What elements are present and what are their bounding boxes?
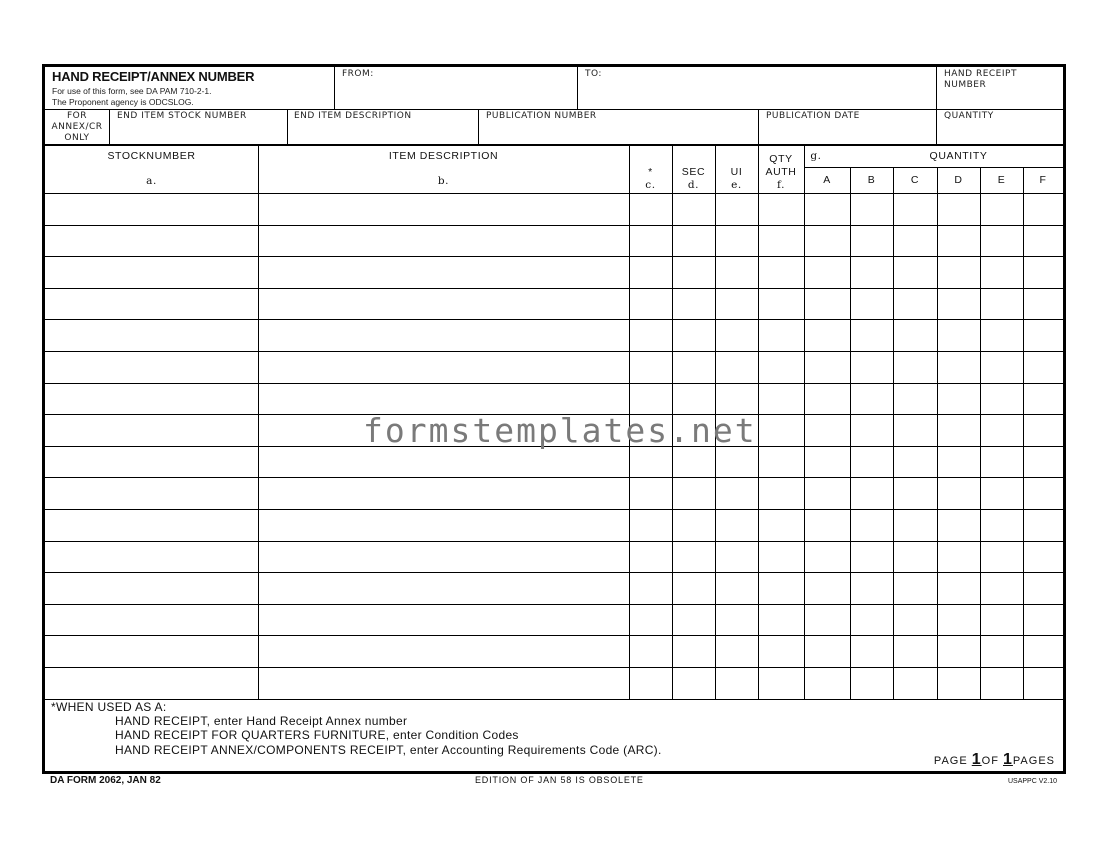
qty-b-cell[interactable] — [851, 447, 893, 478]
ui-cell[interactable] — [716, 352, 758, 383]
star-cell[interactable] — [630, 573, 672, 604]
stock-number-cell[interactable] — [46, 289, 258, 320]
star-cell[interactable] — [630, 605, 672, 636]
sec-cell[interactable] — [673, 668, 715, 699]
qty-b-cell[interactable] — [851, 636, 893, 667]
use-note: For use of this form, see DA PAM 710-2-1. — [52, 86, 212, 96]
qty-b-cell[interactable] — [851, 257, 893, 288]
stock-number-cell[interactable] — [46, 257, 258, 288]
qty-b-cell[interactable] — [851, 668, 893, 699]
item-description-cell[interactable] — [259, 320, 629, 351]
qty-f-cell[interactable] — [1024, 573, 1063, 604]
qty-f-cell[interactable] — [1024, 352, 1063, 383]
sec-cell[interactable] — [673, 257, 715, 288]
item-description-cell[interactable] — [259, 352, 629, 383]
qty-e-cell[interactable] — [981, 415, 1023, 446]
qty-c-cell[interactable] — [894, 320, 937, 351]
hand-receipt-number-label: HAND RECEIPT — [944, 69, 1017, 79]
star-cell[interactable] — [630, 668, 672, 699]
item-description-cell[interactable] — [259, 605, 629, 636]
qty-auth-cell[interactable] — [759, 542, 804, 573]
qty-a-cell[interactable] — [805, 636, 850, 667]
sec-cell[interactable] — [673, 478, 715, 509]
qty-d-cell[interactable] — [938, 194, 980, 225]
qty-d-cell[interactable] — [938, 257, 980, 288]
qty-b-cell[interactable] — [851, 573, 893, 604]
qty-auth-cell[interactable] — [759, 257, 804, 288]
item-description-cell[interactable] — [259, 194, 629, 225]
qty-auth-cell[interactable] — [759, 605, 804, 636]
qty-a-cell[interactable] — [805, 289, 850, 320]
star-cell[interactable] — [630, 257, 672, 288]
qty-c-cell[interactable] — [894, 194, 937, 225]
qty-b-cell[interactable] — [851, 384, 893, 415]
ui-cell[interactable] — [716, 257, 758, 288]
qty-e-cell[interactable] — [981, 542, 1023, 573]
stock-number-cell[interactable] — [46, 194, 258, 225]
qty-d-cell[interactable] — [938, 447, 980, 478]
qty-f-cell[interactable] — [1024, 447, 1063, 478]
qty-c-cell[interactable] — [894, 226, 937, 257]
stocknumber-header: STOCKNUMBER — [107, 150, 196, 162]
qty-f-cell[interactable] — [1024, 289, 1063, 320]
qty-a-cell[interactable] — [805, 257, 850, 288]
ui-cell[interactable] — [716, 226, 758, 257]
ui-cell[interactable] — [716, 510, 758, 541]
qty-a-cell[interactable] — [805, 415, 850, 446]
proponent-note: The Proponent agency is ODCSLOG. — [52, 97, 194, 107]
stock-number-cell[interactable] — [46, 320, 258, 351]
stock-number-cell[interactable] — [46, 415, 258, 446]
ui-cell[interactable] — [716, 320, 758, 351]
qty-auth-cell[interactable] — [759, 573, 804, 604]
item-description-cell[interactable] — [259, 510, 629, 541]
qty-d-cell[interactable] — [938, 636, 980, 667]
qty-auth-cell[interactable] — [759, 636, 804, 667]
qty-e-cell[interactable] — [981, 320, 1023, 351]
qty-a-cell[interactable] — [805, 478, 850, 509]
qty-a-cell[interactable] — [805, 194, 850, 225]
qty-d-cell[interactable] — [938, 415, 980, 446]
quantity-g-letter: g. — [810, 150, 822, 162]
qty-auth-cell[interactable] — [759, 289, 804, 320]
qty-d-cell[interactable] — [938, 384, 980, 415]
stock-number-cell[interactable] — [46, 352, 258, 383]
qty-a-cell[interactable] — [805, 542, 850, 573]
qty-auth-cell[interactable] — [759, 415, 804, 446]
qty-b-cell[interactable] — [851, 352, 893, 383]
qty-auth-cell[interactable] — [759, 384, 804, 415]
qty-d-cell[interactable] — [938, 668, 980, 699]
stock-number-cell[interactable] — [46, 478, 258, 509]
version-label: USAPPC V2.10 — [1008, 778, 1058, 785]
when-used-note: *WHEN USED AS A: — [51, 700, 167, 714]
quantity-header: QUANTITY — [929, 150, 988, 162]
quantity-col-d: D — [954, 174, 963, 186]
qty-c-cell[interactable] — [894, 573, 937, 604]
qty-b-cell[interactable] — [851, 320, 893, 351]
from-label: FROM: — [342, 69, 374, 79]
qty-f-cell[interactable] — [1024, 257, 1063, 288]
qty-f-cell[interactable] — [1024, 668, 1063, 699]
quantity-field[interactable] — [937, 123, 1065, 143]
star-cell[interactable] — [630, 320, 672, 351]
qty-f-cell[interactable] — [1024, 636, 1063, 667]
qty-e-cell[interactable] — [981, 384, 1023, 415]
stock-number-cell[interactable] — [46, 605, 258, 636]
from-field[interactable] — [335, 79, 577, 109]
star-cell[interactable] — [630, 194, 672, 225]
qty-b-cell[interactable] — [851, 478, 893, 509]
qty-b-cell[interactable] — [851, 542, 893, 573]
item-description-cell[interactable] — [259, 636, 629, 667]
qty-c-cell[interactable] — [894, 542, 937, 573]
qty-a-cell[interactable] — [805, 605, 850, 636]
item-description-cell[interactable] — [259, 542, 629, 573]
stock-number-cell[interactable] — [46, 447, 258, 478]
qty-c-cell[interactable] — [894, 636, 937, 667]
edition-note: EDITION OF JAN 58 IS OBSOLETE — [475, 775, 644, 785]
ui-cell[interactable] — [716, 542, 758, 573]
quantity-col-e: E — [997, 174, 1006, 186]
qty-c-cell[interactable] — [894, 510, 937, 541]
qty-f-cell[interactable] — [1024, 384, 1063, 415]
qty-b-cell[interactable] — [851, 415, 893, 446]
qty-a-cell[interactable] — [805, 573, 850, 604]
sec-cell[interactable] — [673, 226, 715, 257]
qty-c-cell[interactable] — [894, 605, 937, 636]
qty-c-cell[interactable] — [894, 447, 937, 478]
qty-f-cell[interactable] — [1024, 510, 1063, 541]
end-item-description-label: END ITEM DESCRIPTION — [294, 111, 412, 121]
watermark: formstemplates.net — [363, 411, 757, 450]
qty-b-cell[interactable] — [851, 289, 893, 320]
qty-d-cell[interactable] — [938, 573, 980, 604]
end-item-description-field[interactable] — [288, 123, 478, 143]
quantity-col-f: F — [1039, 174, 1047, 186]
quantity-col-c: C — [910, 174, 920, 186]
publication-number-label: PUBLICATION NUMBER — [486, 111, 597, 121]
star-cell[interactable] — [630, 636, 672, 667]
sec-cell[interactable] — [673, 573, 715, 604]
star-cell[interactable] — [630, 226, 672, 257]
qty-e-cell[interactable] — [981, 194, 1023, 225]
qty-f-cell[interactable] — [1024, 605, 1063, 636]
qty-e-cell[interactable] — [981, 226, 1023, 257]
quantity-label: QUANTITY — [944, 111, 994, 121]
qty-d-cell[interactable] — [938, 289, 980, 320]
item-description-cell[interactable] — [259, 257, 629, 288]
star-cell[interactable] — [630, 542, 672, 573]
qty-e-cell[interactable] — [981, 478, 1023, 509]
quantity-col-a: A — [823, 174, 831, 186]
qty-c-cell[interactable] — [894, 668, 937, 699]
form-id: DA FORM 2062, JAN 82 — [50, 775, 161, 786]
qty-a-cell[interactable] — [805, 384, 850, 415]
stock-number-cell[interactable] — [46, 668, 258, 699]
qty-d-cell[interactable] — [938, 510, 980, 541]
qty-c-cell[interactable] — [894, 415, 937, 446]
qty-e-cell[interactable] — [981, 636, 1023, 667]
page-count: PAGE 1OF 1PAGES — [933, 751, 1055, 768]
qty-auth-cell[interactable] — [759, 510, 804, 541]
qty-d-cell[interactable] — [938, 542, 980, 573]
qty-d-cell[interactable] — [938, 226, 980, 257]
stock-number-cell[interactable] — [46, 384, 258, 415]
qty-auth-cell[interactable] — [759, 447, 804, 478]
qty-c-cell[interactable] — [894, 384, 937, 415]
stock-number-cell[interactable] — [46, 573, 258, 604]
qty-auth-cell[interactable] — [759, 320, 804, 351]
stock-number-cell[interactable] — [46, 226, 258, 257]
qty-f-cell[interactable] — [1024, 415, 1063, 446]
ui-cell[interactable] — [716, 194, 758, 225]
ui-header: UI — [730, 166, 743, 178]
ui-cell[interactable] — [716, 447, 758, 478]
qty-a-cell[interactable] — [805, 668, 850, 699]
footer-line-1: HAND RECEIPT, enter Hand Receipt Annex number — [115, 714, 408, 728]
qty-a-cell[interactable] — [805, 226, 850, 257]
star-cell[interactable] — [630, 510, 672, 541]
star-header: * — [648, 166, 653, 178]
to-label: TO: — [585, 69, 602, 79]
sec-cell[interactable] — [673, 636, 715, 667]
qty-d-cell[interactable] — [938, 320, 980, 351]
qty-e-cell[interactable] — [981, 573, 1023, 604]
sec-cell[interactable] — [673, 447, 715, 478]
star-cell[interactable] — [630, 478, 672, 509]
for-annex-label: FOR — [66, 111, 87, 121]
sec-cell[interactable] — [673, 289, 715, 320]
qty-b-cell[interactable] — [851, 510, 893, 541]
end-item-stock-label: END ITEM STOCK NUMBER — [117, 111, 247, 121]
qty-e-cell[interactable] — [981, 352, 1023, 383]
ui-cell[interactable] — [716, 605, 758, 636]
qty-e-cell[interactable] — [981, 510, 1023, 541]
item-description-header: ITEM DESCRIPTION — [388, 150, 499, 162]
stock-number-cell[interactable] — [46, 510, 258, 541]
sec-cell[interactable] — [673, 542, 715, 573]
ui-cell[interactable] — [716, 478, 758, 509]
footer-line-3: HAND RECEIPT ANNEX/COMPONENTS RECEIPT, enter Accounting Requirements Code (ARC). — [115, 743, 662, 757]
qty-e-cell[interactable] — [981, 605, 1023, 636]
qty-c-cell[interactable] — [894, 289, 937, 320]
item-description-cell[interactable] — [259, 478, 629, 509]
qty-b-cell[interactable] — [851, 226, 893, 257]
qty-auth-cell[interactable] — [759, 352, 804, 383]
qty-d-cell[interactable] — [938, 605, 980, 636]
qty-c-cell[interactable] — [894, 478, 937, 509]
star-cell[interactable] — [630, 447, 672, 478]
qty-b-cell[interactable] — [851, 194, 893, 225]
sec-cell[interactable] — [673, 605, 715, 636]
form-title: HAND RECEIPT/ANNEX NUMBER — [52, 69, 255, 84]
page-number: 1 — [971, 751, 982, 768]
item-description-cell[interactable] — [259, 226, 629, 257]
publication-number-field[interactable] — [479, 123, 758, 143]
star-cell[interactable] — [630, 352, 672, 383]
sec-cell[interactable] — [673, 320, 715, 351]
qty-f-cell[interactable] — [1024, 194, 1063, 225]
stock-number-cell[interactable] — [46, 636, 258, 667]
ui-cell[interactable] — [716, 289, 758, 320]
stock-number-cell[interactable] — [46, 542, 258, 573]
sec-cell[interactable] — [673, 510, 715, 541]
qty-d-cell[interactable] — [938, 352, 980, 383]
qty-b-cell[interactable] — [851, 605, 893, 636]
star-cell[interactable] — [630, 289, 672, 320]
qty-auth-cell[interactable] — [759, 226, 804, 257]
qty-f-cell[interactable] — [1024, 226, 1063, 257]
qty-c-cell[interactable] — [894, 257, 937, 288]
qty-e-cell[interactable] — [981, 447, 1023, 478]
item-description-cell[interactable] — [259, 573, 629, 604]
qty-f-cell[interactable] — [1024, 542, 1063, 573]
qty-c-cell[interactable] — [894, 352, 937, 383]
qty-a-cell[interactable] — [805, 320, 850, 351]
qty-e-cell[interactable] — [981, 257, 1023, 288]
qty-e-cell[interactable] — [981, 289, 1023, 320]
qty-a-cell[interactable] — [805, 447, 850, 478]
qty-a-cell[interactable] — [805, 510, 850, 541]
qty-auth-cell[interactable] — [759, 478, 804, 509]
page-total: 1 — [1003, 751, 1013, 768]
ui-cell[interactable] — [716, 573, 758, 604]
qty-a-cell[interactable] — [805, 352, 850, 383]
end-item-stock-field[interactable] — [110, 123, 287, 143]
footer-line-2: HAND RECEIPT FOR QUARTERS FURNITURE, enter Condition Codes — [115, 728, 519, 742]
qty-auth-cell[interactable] — [759, 194, 804, 225]
qty-auth-header: QTY — [769, 153, 793, 165]
ui-cell[interactable] — [716, 668, 758, 699]
qty-auth-cell[interactable] — [759, 668, 804, 699]
quantity-col-b: B — [867, 174, 876, 186]
publication-date-label: PUBLICATION DATE — [766, 111, 860, 121]
publication-date-field[interactable] — [759, 123, 936, 143]
sec-cell[interactable] — [673, 352, 715, 383]
ui-cell[interactable] — [716, 636, 758, 667]
qty-f-cell[interactable] — [1024, 320, 1063, 351]
item-description-cell[interactable] — [259, 289, 629, 320]
qty-f-cell[interactable] — [1024, 478, 1063, 509]
hand-receipt-form: HAND RECEIPT/ANNEX NUMBER For use of this form, see DA PAM 710-2-1. The Proponent agency is ODCSLOG. FROM: TO: HAND RECEIPT NUMBER FOR ANNEX/CR ONLY END ITEM STOCK NUMBER END ITEM DESCRIPTION PUBLICATION NUMBER PUBLICATION DATE QUANTITY STOCKNUMBER a. ITEM DESCRIPTION b. * c. SEC d. UI e. QTY AUTH f. g. QUANTITY A B C D E F formstemplates.net *WHEN USED AS A: HAND RECEIPT, enter Hand Receipt Annex number HAND RECEIPT FOR QUARTERS FURNITURE, enter Condition Codes HAND RECEIPT ANNEX/COMPONENTS RECEIPT, enter Accounting Requirements Code (ARC). PAGE 1OF 1PAGES — [42, 64, 1066, 774]
hand-receipt-number-field[interactable] — [937, 91, 1065, 109]
item-description-cell[interactable] — [259, 668, 629, 699]
sec-header: SEC — [681, 166, 706, 178]
to-field[interactable] — [578, 79, 936, 109]
qty-d-cell[interactable] — [938, 478, 980, 509]
qty-e-cell[interactable] — [981, 668, 1023, 699]
item-description-cell[interactable] — [259, 447, 629, 478]
sec-cell[interactable] — [673, 194, 715, 225]
